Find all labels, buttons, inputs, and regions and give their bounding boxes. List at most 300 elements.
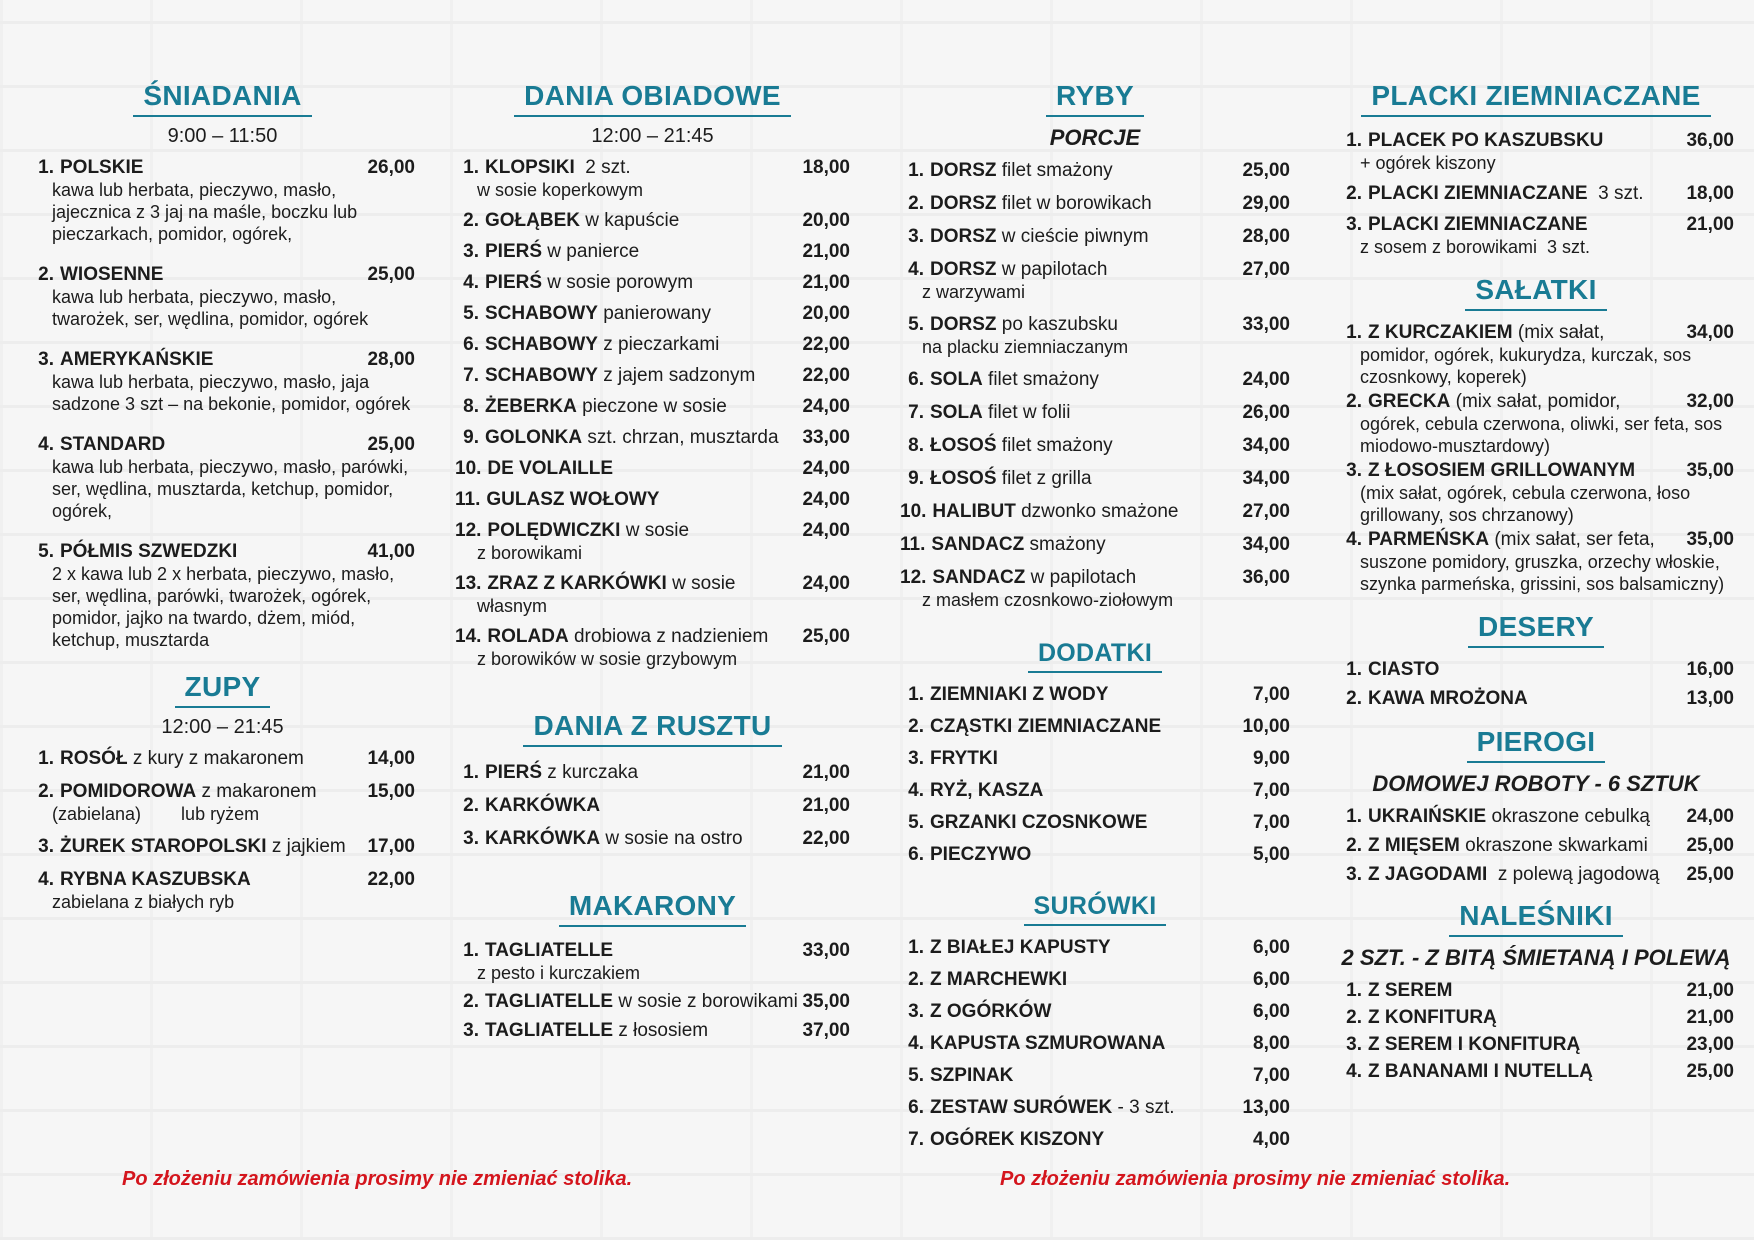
menu-item-name: UKRAIŃSKIE	[1368, 806, 1487, 827]
menu-item-name: ROSÓŁ	[60, 748, 128, 769]
section-title: NALEŚNIKI	[1449, 900, 1623, 937]
menu-item-number: 14.	[455, 626, 482, 647]
menu-item-label	[455, 488, 659, 511]
menu-item-price: 33,00	[802, 940, 850, 961]
menu-item-name: Z BANANAMI I NUTELLĄ	[1368, 1061, 1593, 1082]
menu-item-name: Z JAGODAMI	[1368, 864, 1488, 885]
menu-item	[455, 156, 850, 201]
menu-item-row	[30, 780, 415, 803]
menu-item-number: 2.	[1346, 835, 1362, 856]
menu-item-name: PARMEŃSKA	[1368, 529, 1490, 550]
menu-item-number: 5.	[908, 314, 924, 335]
menu-item	[30, 868, 415, 913]
menu-item-name: SANDACZ	[932, 567, 1026, 588]
menu-item-row	[455, 990, 850, 1013]
menu-item-price: 17,00	[367, 836, 415, 857]
menu-item-subtext: + ogórek kiszony	[1360, 153, 1496, 173]
section-subhead: 2 SZT. - Z BITĄ ŚMIETANĄ I POLEWĄ	[1341, 945, 1731, 970]
section-pierogi	[1338, 726, 1734, 886]
section-makarony	[455, 890, 850, 1042]
menu-item-row	[30, 156, 415, 179]
menu-item-price: 15,00	[367, 781, 415, 802]
menu-items	[30, 156, 415, 651]
menu-item-row	[455, 625, 850, 648]
menu-item-name: ŻUREK STAROPOLSKI	[60, 836, 267, 857]
menu-item-row	[30, 835, 415, 858]
menu-item-number: 3.	[1346, 1034, 1362, 1055]
menu-item-number: 12.	[455, 520, 482, 541]
menu-item-description: szt. chrzan, musztarda	[582, 427, 779, 448]
menu-item-row	[455, 156, 850, 179]
menu-item	[455, 990, 850, 1013]
menu-item-description: drobiowa z nadzieniem	[568, 626, 769, 647]
menu-item-description: w panierce	[542, 241, 640, 262]
menu-item	[1338, 805, 1734, 828]
menu-item-number: 6.	[908, 369, 924, 390]
menu-item-price: 21,00	[802, 762, 850, 783]
menu-item-label	[900, 500, 1178, 523]
menu-item-number: 11.	[900, 534, 926, 555]
menu-item-label	[900, 936, 1111, 959]
menu-item-row	[1338, 979, 1734, 1002]
menu-item-description: z kury z makaronem	[127, 748, 304, 769]
menu-item	[455, 519, 850, 564]
menu-item-number: 6.	[463, 334, 479, 355]
menu-item-name: PLACKI ZIEMNIACZANE	[1368, 183, 1588, 204]
section-dania-z-rusztu	[455, 710, 850, 850]
menu-item-label	[900, 1032, 1165, 1055]
menu-item-label	[1338, 834, 1648, 857]
menu-item-row	[1338, 687, 1734, 710]
menu-item-number: 3.	[463, 241, 479, 262]
menu-item	[1338, 863, 1734, 886]
menu-item-name: DORSZ	[930, 226, 997, 247]
menu-item-price: 33,00	[802, 427, 850, 448]
menu-items	[455, 761, 850, 850]
menu-item-price: 35,00	[1686, 460, 1734, 481]
menu-item	[1338, 658, 1734, 681]
menu-item-name: ŁOSOŚ	[930, 468, 997, 489]
section-subhead: PORCJE	[1049, 125, 1141, 150]
menu-items	[455, 156, 850, 670]
menu-item	[30, 835, 415, 858]
menu-item-label	[900, 258, 1107, 281]
menu-item-label	[900, 779, 1043, 802]
menu-item-label	[455, 794, 600, 817]
menu-item-row	[30, 540, 415, 563]
menu-item-name: RYŻ, KASZA	[930, 780, 1044, 801]
menu-item-price: 16,00	[1686, 659, 1734, 680]
section-hours: 12:00 – 21:45	[161, 716, 284, 738]
menu-item	[455, 302, 850, 325]
menu-item-number: 1.	[908, 937, 924, 958]
menu-item-row	[30, 433, 415, 456]
menu-item-label	[900, 811, 1147, 834]
menu-item-row	[900, 747, 1290, 770]
menu-item-description: okraszone cebulką	[1486, 806, 1650, 827]
menu-item-row	[1338, 213, 1734, 236]
menu-item-label	[455, 990, 798, 1013]
menu-item-number: 4.	[1346, 529, 1362, 550]
menu-item-row	[900, 368, 1290, 391]
menu-item-price: 7,00	[1253, 684, 1290, 705]
menu-item-label	[1338, 979, 1452, 1002]
menu-item-description: filet smażony	[996, 435, 1113, 456]
menu-item-description: w papilotach	[1025, 567, 1137, 588]
section-title: ŚNIADANIA	[133, 80, 311, 117]
menu-item-price: 24,00	[802, 458, 850, 479]
section-hours: 9:00 – 11:50	[167, 125, 278, 147]
section-hours: 12:00 – 21:45	[591, 125, 714, 147]
menu-item-label	[30, 780, 317, 803]
menu-item-number: 13.	[455, 573, 482, 594]
menu-items	[1338, 321, 1734, 595]
menu-item-description: w sosie	[620, 520, 690, 541]
menu-item-price: 9,00	[1253, 748, 1290, 769]
menu-item	[900, 368, 1290, 391]
menu-item	[900, 1096, 1290, 1119]
menu-item-number: 3.	[463, 1020, 479, 1041]
menu-item-name: ROLADA	[487, 626, 569, 647]
menu-item-number: 1.	[908, 160, 924, 181]
menu-item-number: 3.	[1346, 214, 1362, 235]
menu-item-number: 1.	[38, 157, 54, 178]
menu-item	[900, 225, 1290, 248]
menu-item-row	[455, 364, 850, 387]
menu-item-row	[455, 395, 850, 418]
menu-item-number: 2.	[908, 716, 924, 737]
menu-item-label	[455, 395, 727, 418]
menu-item-row	[455, 572, 850, 595]
menu-item-subtext: z borowików w sosie grzybowym	[477, 649, 738, 669]
menu-item-label	[900, 192, 1152, 215]
menu-item-description: w cieście piwnym	[996, 226, 1149, 247]
menu-items	[900, 683, 1290, 866]
menu-item-number: 1.	[1346, 130, 1362, 151]
menu-item-name: ZESTAW SURÓWEK	[930, 1097, 1113, 1118]
menu-item-label	[455, 240, 639, 263]
menu-item-name: SOLA	[930, 402, 983, 423]
menu-item-number: 1.	[908, 684, 924, 705]
menu-item-number: 5.	[38, 541, 54, 562]
menu-item-description: filet smażony	[982, 369, 1099, 390]
menu-item-number: 1.	[38, 748, 54, 769]
menu-item-name: DORSZ	[930, 259, 997, 280]
menu-item-name: PLACKI ZIEMNIACZANE	[1368, 214, 1588, 235]
menu-item-price: 6,00	[1253, 937, 1290, 958]
menu-item-price: 18,00	[1686, 183, 1734, 204]
menu-item-price: 25,00	[1686, 835, 1734, 856]
menu-item-price: 25,00	[367, 264, 415, 285]
menu-item-row	[455, 271, 850, 294]
menu-item-price: 21,00	[802, 272, 850, 293]
menu-item-price: 21,00	[1686, 980, 1734, 1001]
menu-item-name: SCHABOWY	[485, 334, 598, 355]
menu-item	[455, 364, 850, 387]
menu-item-row	[455, 939, 850, 962]
menu-item-description: w sosie porowym	[542, 272, 694, 293]
menu-item	[900, 159, 1290, 182]
menu-item-name: ZIEMNIAKI Z WODY	[930, 684, 1109, 705]
menu-item-number: 2.	[463, 991, 479, 1012]
menu-item-subtext: 2 x kawa lub 2 x herbata, pieczywo, masło, ser, wędlina, parówki, twarożek, ogórek, pomidor, jajko na twardo, dżem, miód, ketchup, musztarda	[52, 564, 400, 650]
menu-item-price: 37,00	[802, 1020, 850, 1041]
menu-item-name: PIERŚ	[485, 241, 543, 262]
menu-item	[455, 794, 850, 817]
section-title: SURÓWKI	[1024, 892, 1167, 926]
menu-item	[900, 1032, 1290, 1055]
menu-item-description: w sosie	[666, 573, 736, 594]
section-dania-obiadowe	[455, 80, 850, 670]
section-title: ZUPY	[175, 671, 271, 708]
column-1	[30, 80, 415, 913]
section-title: DESERY	[1468, 611, 1604, 648]
menu-item-number: 2.	[463, 795, 479, 816]
menu-item-name: POMIDOROWA	[60, 781, 197, 802]
menu-item	[900, 1064, 1290, 1087]
menu-item-description: pieczone w sosie	[576, 396, 727, 417]
menu-item-label	[900, 159, 1113, 182]
menu-item-row	[900, 811, 1290, 834]
menu-item-description: z polewą jagodową	[1487, 864, 1660, 885]
menu-item-number: 3.	[38, 836, 54, 857]
menu-item-name: ZRAZ Z KARKÓWKI	[487, 573, 667, 594]
menu-item-label	[900, 566, 1136, 589]
menu-item-number: 4.	[463, 272, 479, 293]
menu-item	[1338, 390, 1734, 457]
menu-item-number: 5.	[908, 1065, 924, 1086]
menu-item-row	[900, 1096, 1290, 1119]
menu-item-label	[1338, 1060, 1593, 1083]
menu-item-number: 4.	[908, 780, 924, 801]
menu-item-number: 8.	[463, 396, 479, 417]
menu-item-row	[1338, 805, 1734, 828]
menu-item-label	[30, 540, 237, 563]
menu-item-number: 5.	[908, 812, 924, 833]
menu-item-description: 3 szt.	[1587, 183, 1644, 204]
menu-item-row	[900, 779, 1290, 802]
menu-item-label	[455, 156, 631, 179]
menu-item	[30, 540, 415, 651]
menu-item-description: (mix sałat, ser feta,	[1489, 529, 1655, 550]
column-4	[1338, 80, 1734, 1083]
menu-item-price: 22,00	[802, 334, 850, 355]
section-title: DANIA OBIADOWE	[514, 80, 791, 117]
menu-item-row	[1338, 658, 1734, 681]
menu-item	[1338, 1006, 1734, 1029]
menu-item	[900, 258, 1290, 303]
menu-item	[455, 395, 850, 418]
menu-item-label	[900, 683, 1108, 706]
menu-item-number: 3.	[1346, 864, 1362, 885]
menu-item-label	[1338, 390, 1620, 413]
menu-item	[455, 939, 850, 984]
menu-item-price: 5,00	[1253, 844, 1290, 865]
menu-item-row	[1338, 459, 1734, 482]
menu-item-row	[900, 566, 1290, 589]
menu-item-row	[900, 313, 1290, 336]
menu-item-name: SCHABOWY	[485, 365, 598, 386]
menu-item-name: SZPINAK	[930, 1065, 1014, 1086]
menu-item-price: 33,00	[1242, 314, 1290, 335]
menu-item-name: SANDACZ	[931, 534, 1025, 555]
menu-item-description: filet smażony	[996, 160, 1113, 181]
section-desery	[1338, 611, 1734, 710]
menu-item-label	[455, 457, 613, 480]
menu-item-description: w sosie z borowikami	[613, 991, 798, 1012]
menu-item-label	[900, 467, 1092, 490]
menu-item	[455, 488, 850, 511]
menu-item	[1338, 1033, 1734, 1056]
menu-item-row	[30, 868, 415, 891]
menu-item-number: 1.	[1346, 806, 1362, 827]
menu-item-subtext: z masłem czosnkowo-ziołowym	[922, 590, 1174, 610]
column-2	[455, 80, 850, 1042]
menu-item-label	[455, 426, 779, 449]
menu-item-number: 7.	[908, 1129, 924, 1150]
menu-item-price: 34,00	[1242, 435, 1290, 456]
menu-item	[455, 426, 850, 449]
menu-item-row	[1338, 528, 1734, 551]
menu-item-number: 9.	[908, 468, 924, 489]
menu-item-price: 25,00	[1686, 864, 1734, 885]
menu-item-number: 3.	[908, 226, 924, 247]
menu-item-name: WIOSENNE	[60, 264, 164, 285]
menu-item	[900, 747, 1290, 770]
menu-item-number: 10.	[455, 458, 482, 479]
menu-item-subtext: z borowikami	[477, 543, 583, 563]
menu-item	[455, 457, 850, 480]
menu-item-row	[1338, 182, 1734, 205]
menu-item-number: 1.	[1346, 322, 1362, 343]
section-zupy	[30, 671, 415, 913]
menu-item-name: GOŁĄBEK	[485, 210, 580, 231]
menu-item-label	[455, 827, 743, 850]
menu-item-number: 2.	[1346, 688, 1362, 709]
menu-item-number: 3.	[908, 748, 924, 769]
menu-item	[455, 572, 850, 617]
menu-item-name: Z KONFITURĄ	[1368, 1007, 1497, 1028]
menu-item-label	[30, 433, 165, 456]
menu-item-number: 6.	[908, 844, 924, 865]
menu-item-label	[900, 368, 1099, 391]
menu-item-price: 27,00	[1242, 259, 1290, 280]
menu-item-number: 2.	[463, 210, 479, 231]
menu-item-label	[1338, 658, 1439, 681]
menu-item	[1338, 834, 1734, 857]
menu-item-number: 7.	[463, 365, 479, 386]
menu-item-price: 27,00	[1242, 501, 1290, 522]
menu-item-price: 35,00	[1686, 529, 1734, 550]
menu-item-row	[900, 1128, 1290, 1151]
menu-item-row	[900, 968, 1290, 991]
menu-item-name: ŻEBERKA	[485, 396, 577, 417]
menu-item-description: z kurczaka	[542, 762, 639, 783]
menu-item-price: 25,00	[1242, 160, 1290, 181]
section-ryby	[900, 80, 1290, 611]
menu-item-label	[900, 1000, 1051, 1023]
menu-item-price: 36,00	[1242, 567, 1290, 588]
menu-item-row	[900, 258, 1290, 281]
menu-item-description: z makaronem	[196, 781, 317, 802]
menu-item-price: 34,00	[1242, 534, 1290, 555]
menu-item-row	[900, 715, 1290, 738]
menu-item-name: DE VOLAILLE	[487, 458, 614, 479]
menu-item	[900, 936, 1290, 959]
menu-item-description: filet w folii	[982, 402, 1071, 423]
menu-item-price: 28,00	[367, 349, 415, 370]
menu-item-row	[1338, 1006, 1734, 1029]
menu-item-name: OGÓREK KISZONY	[930, 1129, 1105, 1150]
menu-item-name: CIASTO	[1368, 659, 1440, 680]
menu-item-price: 14,00	[367, 748, 415, 769]
menu-item-label	[30, 747, 304, 770]
menu-item	[30, 156, 415, 245]
menu-item-subtext: (zabielana) lub ryżem	[52, 804, 260, 824]
menu-item-row	[900, 159, 1290, 182]
menu-item	[455, 761, 850, 784]
menu-item-row	[455, 209, 850, 232]
section-title: MAKARONY	[559, 890, 746, 927]
menu-item	[1338, 321, 1734, 388]
menu-item-price: 25,00	[1686, 1061, 1734, 1082]
menu-item	[455, 333, 850, 356]
menu-item-label	[455, 302, 711, 325]
menu-item-description: po kaszubsku	[996, 314, 1118, 335]
menu-items	[455, 939, 850, 1042]
menu-item-price: 24,00	[1242, 369, 1290, 390]
menu-item-number: 12.	[900, 567, 927, 588]
section-title: SAŁATKI	[1465, 274, 1606, 311]
menu-item-label	[1338, 321, 1604, 344]
menu-item-price: 29,00	[1242, 193, 1290, 214]
menu-item	[900, 968, 1290, 991]
menu-item-price: 28,00	[1242, 226, 1290, 247]
column-3	[900, 80, 1290, 1151]
menu-item-number: 2.	[1346, 1007, 1362, 1028]
menu-item	[1338, 459, 1734, 526]
menu-item-name: PIECZYWO	[930, 844, 1032, 865]
menu-item-label	[1338, 863, 1659, 886]
footer-note-left: Po złożeniu zamówienia prosimy nie zmieniać stolika.	[122, 1168, 633, 1190]
menu-item-number: 4.	[38, 434, 54, 455]
menu-item-number: 7.	[908, 402, 924, 423]
menu-item-name: STANDARD	[60, 434, 166, 455]
menu-item	[900, 566, 1290, 611]
menu-item-price: 22,00	[802, 365, 850, 386]
menu-item-name: GRECKA	[1368, 391, 1451, 412]
menu-item	[455, 240, 850, 263]
menu-item-label	[455, 364, 755, 387]
menu-item-description: - 3 szt.	[1112, 1097, 1175, 1118]
menu-item-row	[1338, 321, 1734, 344]
menu-item-row	[900, 225, 1290, 248]
menu-item-row	[455, 333, 850, 356]
menu-item-row	[30, 348, 415, 371]
menu-item-label	[900, 968, 1067, 991]
menu-item-number: 8.	[908, 435, 924, 456]
menu-items	[1338, 805, 1734, 886]
menu-item-label	[1338, 1006, 1497, 1029]
menu-item-label	[900, 1128, 1104, 1151]
menu-item	[30, 780, 415, 825]
menu-item	[30, 747, 415, 770]
menu-item-label	[1338, 687, 1528, 710]
menu-item-name: PIERŚ	[485, 762, 543, 783]
menu-item-label	[30, 156, 143, 179]
menu-item-label	[900, 434, 1113, 457]
menu-item-price: 25,00	[367, 434, 415, 455]
